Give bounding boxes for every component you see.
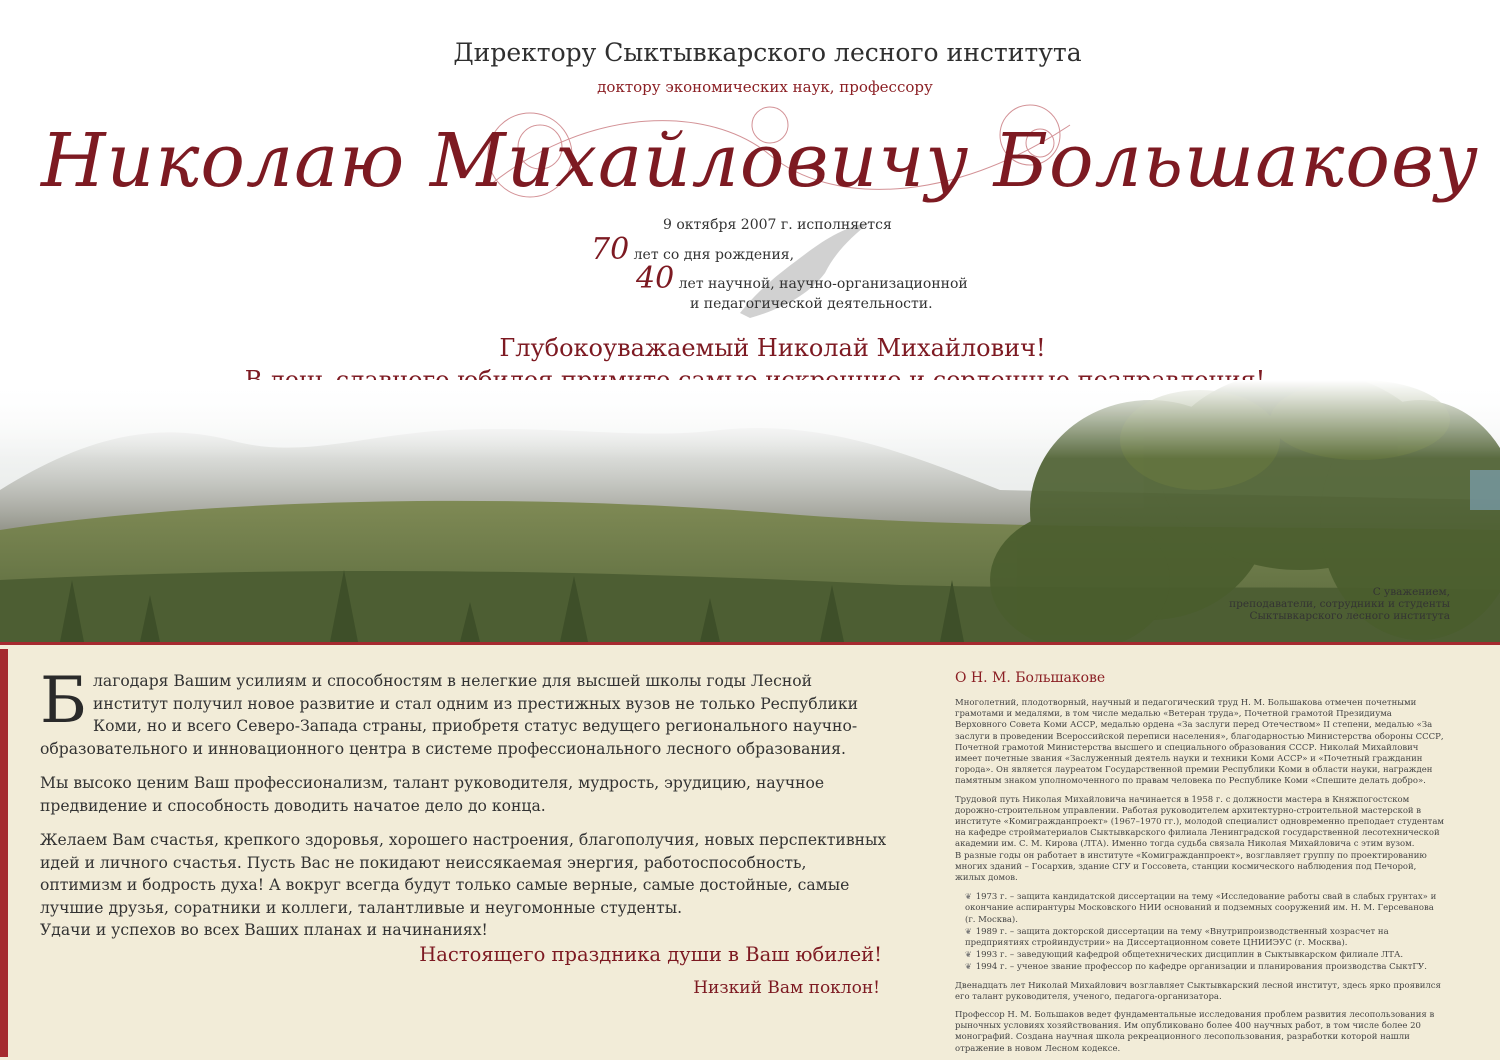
years-line: [636, 261, 968, 296]
list-item-text: 1993 г. – заведующий кафедрой общетехнических дисциплин в Сыктывкарском филиале ЛТА.: [975, 950, 1404, 961]
bio-paragraph: Профессор Н. М. Большаков ведет фундаментальные исследования проблем развития лесопользования в рыночных условиях хозяйствования. Им опубликовано более 400 научных работ, в том числе более 20 монографий. Создана научная школа рекреационного лесопользования, разработки которой нашли отражение в новом Лесном кодексе.: [955, 1010, 1435, 1054]
signature-block: [1229, 586, 1450, 622]
drop-cap: Б: [40, 664, 88, 738]
greeting-salutation: Глубокоуважаемый Николай Михайлович!: [499, 334, 1046, 362]
bullet-icon: ❦: [965, 926, 972, 936]
bio-timeline: [955, 891, 1445, 973]
paragraph: Удачи и успехов во всех Ваших планах и начинаниях!: [40, 921, 488, 939]
paragraph: Мы высоко ценим Ваш профессионализм, талант руководителя, мудрость, эрудицию, научное предвидение и способность доводить начатое дело до конца.: [40, 774, 825, 815]
bio-paragraph: Двенадцать лет Николай Михайлович возглавляет Сыктывкарский лесной институт, здесь ярко проявился его талант руководителя, ученого, педагога-организатора.: [955, 980, 1441, 1002]
signature-line: Сыктывкарского лесного института: [1249, 610, 1450, 622]
bio-paragraph: Многолетний, плодотворный, научный и педагогический труд Н. М. Большакова отмечен почетными грамотами и медалями, в том числе медалью «Ветеран труда», Почетной грамотой Президиума Верховного Совета Коми АССР, медалью ордена «За заслуги перед Отечеством» II степени, медалью «За заслуги в проведении Всероссийской переписи населения», благодарностью Министерства обороны СССР, Почетной грамотой Министерства высшего и специального образования СССР. Николай Михайлович имеет почетные звания «Заслуженный деятель науки и техники Коми АССР» и «Почетный гражданин города». Он является лауреатом Государственной премии Республики Коми в области науки, награжден памятным знаком уполномоченного по правам человека по Республике Коми «Спешите делать добро».: [955, 698, 1444, 787]
bio-paragraph: В разные годы он работает в институте «Комигражданпроект», возглавляет группу по проектированию многих зданий – Госархив, здание СГУ и Госсовета, станции космического наблюдения под Печорой, жилых домов.: [955, 850, 1427, 884]
age-number: 70: [591, 232, 630, 267]
header-subtitle: доктору экономических наук, профессору: [597, 78, 933, 96]
list-item-text: 1994 г. – ученое звание профессор по кафедре организации и планирования производства СыктГУ.: [975, 962, 1427, 973]
years-text: лет научной, научно-организационной: [678, 276, 968, 292]
closing-wish: Настоящего праздника души в Ваш юбилей!: [419, 943, 882, 966]
bio-text: [955, 698, 1445, 1062]
bullet-icon: ❦: [965, 950, 972, 960]
list-item-text: 1973 г. – защита кандидатской диссертации на тему «Исследование работы свай в слабых грунтах» и окончание аспирантуры Московского НИИ оснований и подземных сооружений им. Н. М. Герсеванова (г. Москва).: [965, 892, 1437, 925]
honoree-name: Николаю Михайловичу Большакову: [41, 118, 1479, 204]
age-text: лет со дня рождения,: [633, 247, 795, 263]
bio-paragraph: Трудовой путь Николая Михайловича начинается в 1958 г. с должности мастера в Княжпогостском дорожно-строительном управлении. Работая руководителем архитектурно-строительной мастерской в институте «Комигражданпроект» (1967–1970 гг.), молодой специалист одновременно преподает студентам на кафедре стройматериалов Сыктывкарского филиала Ленинградской государственной лесотехнической академии им. С. М. Кирова (ЛТА). Именно тогда судьба связала Николая Михайловича с этим вузом.: [955, 794, 1445, 850]
years-number: 40: [636, 261, 675, 296]
list-item-text: 1989 г. – защита докторской диссертации на тему «Внутрипроизводственный хозрасчет на предприятиях стройиндустрии» на Диссертационном совете ЦНИИЭУС (г. Москва).: [965, 926, 1389, 949]
header-title: Директору Сыктывкарского лесного института: [453, 38, 1082, 67]
signature-line: преподаватели, сотрудники и студенты: [1229, 598, 1450, 610]
date-line: 9 октября 2007 г. исполняется: [663, 217, 892, 233]
paragraph: [40, 664, 890, 760]
bullet-icon: ❦: [965, 962, 972, 972]
activity-line: и педагогической деятельности.: [690, 296, 933, 312]
congratulation-text: [40, 664, 890, 954]
closing-bow: Низкий Вам поклон!: [693, 978, 880, 998]
list-item: [965, 961, 1445, 973]
bio-title: О Н. М. Большакове: [955, 670, 1106, 686]
list-item: [965, 891, 1445, 926]
list-item: [965, 926, 1445, 949]
left-accent-bar: [0, 649, 8, 1057]
paragraph-text: лагодаря Вашим усилиям и способностям в нелегкие для высшей школы годы Лесной институт получил новое развитие и стал одним из престижных вузов не только Республики Коми, но и всего Северо-Запада страны, приобретя статус ведущего регионального научно-образовательного и инновационного центра в системе профессионального лесного образования.: [40, 672, 859, 758]
list-item: [965, 949, 1445, 961]
signature-line: С уважением,: [1372, 586, 1450, 598]
bullet-icon: ❦: [965, 892, 972, 902]
paragraph: Желаем Вам счастья, крепкого здоровья, хорошего настроения, благополучия, новых перспективных идей и личного счастья. Пусть Вас не покидают неиссякаемая энергия, работоспособность, оптимизм и бодрость духа! А вокруг всегда будут только самые верные, самые достойные, самые лучшие друзья, соратники и коллеги, талантливые и неугомонные студенты.: [40, 831, 887, 917]
